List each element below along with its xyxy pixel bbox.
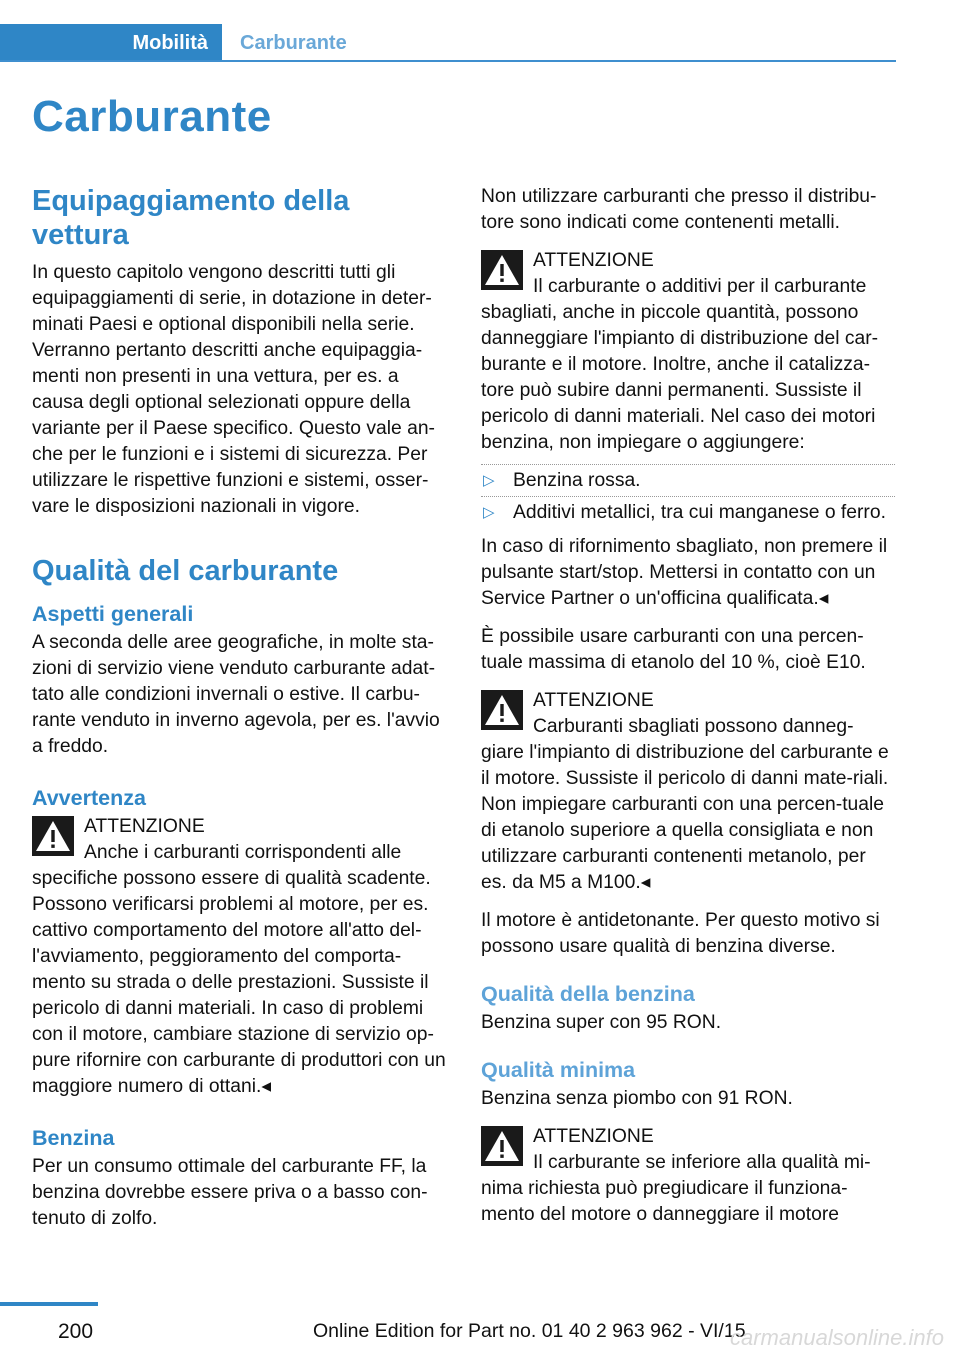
warning-3-title: ATTENZIONE xyxy=(533,690,654,711)
warning-2-text: sbagliati, anche in piccole quantità, possono danneggiare l'impianto di distribuzione del car-burante e il motore. Inoltre, anche il catalizza-tore può subire danni permanenti. Sussiste il pericolo di danni materiali. Nel caso dei motori benzina, non impiegare o aggiungere: xyxy=(481,302,879,453)
warning-box-4 xyxy=(481,1124,895,1228)
list-item xyxy=(481,500,895,526)
warning-1-text: specifiche possono essere di qualità scadente. Possono verificarsi problemi al motore, per es. cattivo comportamento del motore all'atto del-l'avviamento, peggioramento del comporta-mento su strada o delle prestazioni. Sussiste il pericolo di danni materiali. In caso di problemi con il motore, cambiare stazione di servizio op-pure rifornire con carburante di produttori con un maggiore numero di ottani.◂ xyxy=(32,868,446,1097)
list-divider xyxy=(481,496,895,497)
warning-3-text: giare l'impianto di distribuzione del carburante e il motore. Sussiste il pericolo di danni mate-riali. Non impiegare carburanti con una percen-tuale di etanolo superiore a quella consigliata e non utilizzare carburanti contenenti metanolo, per es. da M5 a M100.◂ xyxy=(481,742,889,893)
qualita-benzina-text: Benzina super con 95 RON. xyxy=(481,1012,722,1033)
equipaggiamento-text: In questo capitolo vengono descritti tutti gli equipaggiamenti di serie, in dotazione in deter-minati Paesi e optional disponibili nella serie. Verranno pertanto descritti anche equipaggia-menti non presenti in una vettura, per es. a causa degli optional selezionati oppure della variante per il Paese specifico. Questo vale an-che per le funzioni e i sistemi di sicurezza. Per utilizzare le rispettive funzioni e sistemi, osser-vare le disposizioni nazionali in vigore. xyxy=(32,262,435,517)
heading-qualita-carburante: Qualità del carburante xyxy=(32,555,339,587)
warning-triangle-icon xyxy=(481,250,523,290)
warning-4-title: ATTENZIONE xyxy=(533,1126,654,1147)
list-item xyxy=(481,468,895,494)
heading-qualita-minima: Qualità minima xyxy=(481,1058,636,1082)
wrong-refuel-text: In caso di rifornimento sbagliato, non premere il pulsante start/stop. Mettersi in contatto con un Service Partner o un'officina qualificata.◂ xyxy=(481,536,888,609)
left-column xyxy=(32,182,450,1244)
page-number-rule xyxy=(0,1302,98,1306)
aspetti-generali-text: A seconda delle aree geografiche, in molte sta-zioni di servizio viene venduto carburante adat-tato alle condizioni invernali o estive. Il carbu-rante venduto in inverno agevola, per es. l'avvio a freddo. xyxy=(32,632,440,757)
section-tab-bar xyxy=(0,24,896,62)
list-item-text: Additivi metallici, tra cui manganese o ferro. xyxy=(513,502,886,523)
warning-box-1 xyxy=(32,814,450,1100)
benzina-text: Per un consumo ottimale del carburante FF, la benzina dovrebbe essere priva o a basso con-tenuto di zolfo. xyxy=(32,1156,428,1229)
qualita-minima-text: Benzina senza piombo con 91 RON. xyxy=(481,1088,793,1109)
heading-aspetti-generali: Aspetti generali xyxy=(32,602,194,626)
triangle-right-icon: ▷ xyxy=(483,504,495,521)
heading-avvertenza: Avvertenza xyxy=(32,786,146,810)
antiknock-text: Il motore è antidetonante. Per questo motivo si possono usare qualità di benzina diverse. xyxy=(481,910,880,957)
triangle-right-icon: ▷ xyxy=(483,472,495,489)
warning-box-3 xyxy=(481,688,895,896)
warning-box-2 xyxy=(481,248,895,456)
list-divider xyxy=(481,464,895,465)
list-item-text: Benzina rossa. xyxy=(513,470,641,491)
header-rule xyxy=(0,60,896,62)
heading-equipaggiamento: Equipaggiamento della vettura xyxy=(32,185,350,251)
edition-footer: Online Edition for Part no. 01 40 2 963 962 - VI/15 xyxy=(313,1320,746,1342)
warning-2-first-line: Il carburante o additivi per il carburante xyxy=(533,276,867,297)
warning-triangle-icon xyxy=(32,816,74,856)
warning-4-text: nima richiesta può pregiudicare il funziona-mento del motore o danneggiare il motore xyxy=(481,1178,848,1225)
warning-1-first-line: Anche i carburanti corrispondenti alle xyxy=(84,842,402,863)
warning-1-title: ATTENZIONE xyxy=(84,816,205,837)
page-number: 200 xyxy=(58,1320,94,1343)
right-column xyxy=(481,184,895,1240)
warning-3-first-line: Carburanti sbagliati possono danneg- xyxy=(533,716,854,737)
page-title: Carburante xyxy=(32,92,272,141)
heading-qualita-benzina: Qualità della benzina xyxy=(481,982,695,1006)
tab-subsection-carburante[interactable]: Carburante xyxy=(240,31,347,54)
additives-list xyxy=(481,468,895,526)
metals-text: Non utilizzare carburanti che presso il distribu-tore sono indicati come contenenti metalli. xyxy=(481,186,877,233)
heading-benzina: Benzina xyxy=(32,1126,115,1150)
warning-2-title: ATTENZIONE xyxy=(533,250,654,271)
tab-section-mobilita[interactable]: Mobilità xyxy=(0,24,222,62)
warning-4-first-line: Il carburante se inferiore alla qualità mi- xyxy=(533,1152,871,1173)
warning-triangle-icon xyxy=(481,1126,523,1166)
ethanol-text: È possibile usare carburanti con una percen-tuale massima di etanolo del 10 %, cioè E10. xyxy=(481,626,866,673)
watermark: carmanualsonline.info xyxy=(729,1325,944,1350)
warning-triangle-icon xyxy=(481,690,523,730)
